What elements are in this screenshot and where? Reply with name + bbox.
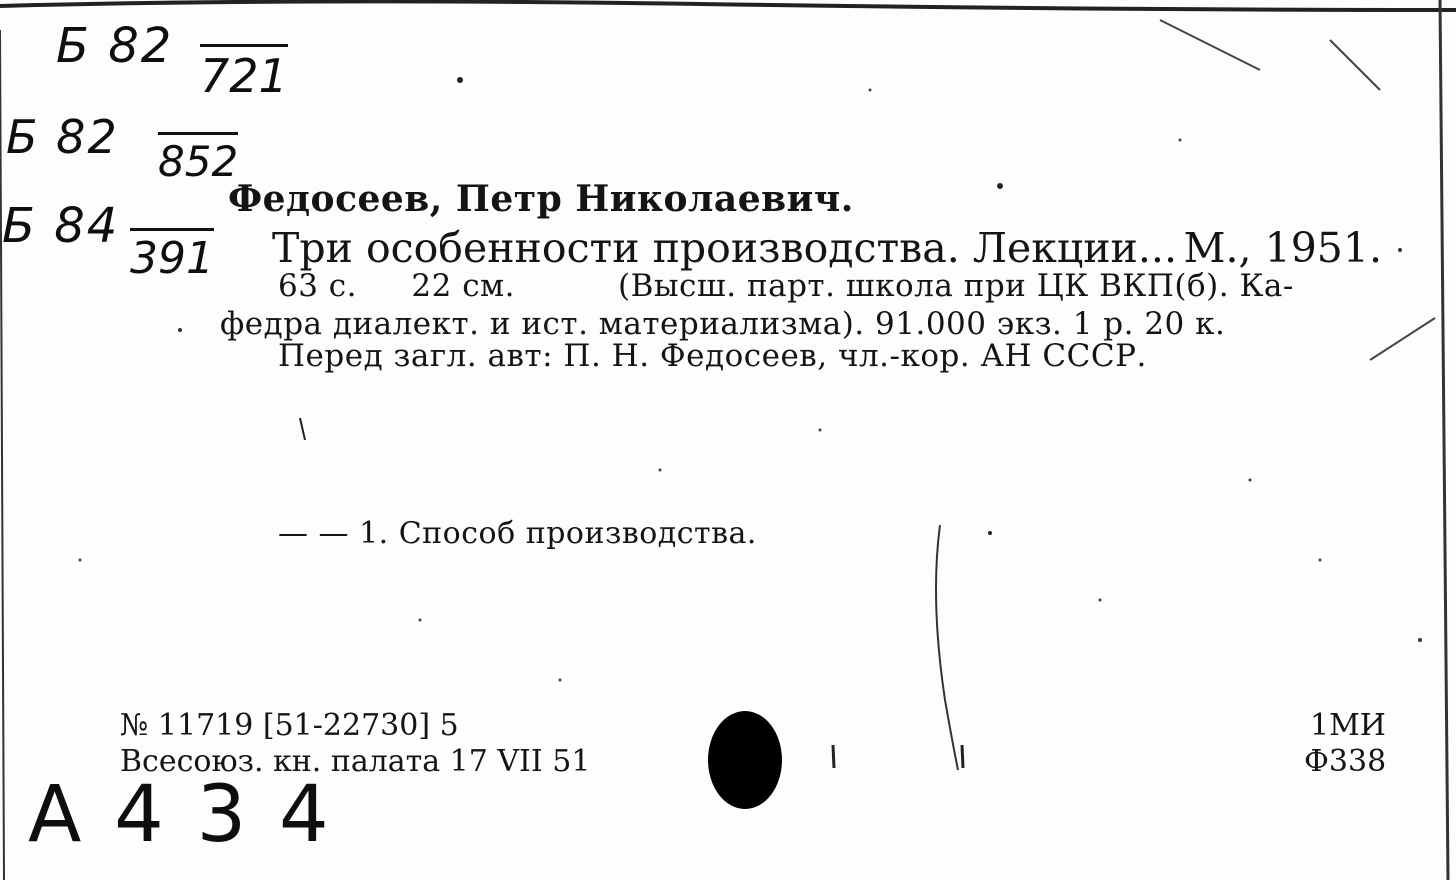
series-note-part1: (Высш. парт. школа при ЦК ВКП(б). Ка- [618, 268, 1294, 304]
book-chamber-line: Всесоюз. кн. палата 17 VII 51 [120, 744, 591, 779]
shelfmark-3-number: 391 [130, 228, 214, 284]
shelfmark-1-prefix: Б 82 [56, 18, 174, 74]
catalog-number: № 11719 [51-22730] 5 [120, 708, 459, 743]
classification-code-bottom: Ф338 [1304, 744, 1387, 779]
subject-heading: — — 1. Способ производства. [278, 516, 757, 551]
shelfmark-1-number: 721 [200, 44, 288, 103]
accession-mark: А 4 3 4 [28, 770, 333, 860]
physical-description-line [278, 268, 1386, 304]
punch-hole [708, 711, 782, 809]
shelfmark-3-prefix: Б 84 [2, 198, 120, 254]
classification-code-top: 1МИ [1310, 708, 1386, 743]
title-line [272, 224, 1382, 272]
shelfmark-2-prefix: Б 82 [6, 110, 119, 164]
page-count: 63 с. [278, 268, 358, 304]
shelfmark-2-number: 852 [158, 132, 238, 186]
series-note-part2: федра диалект. и ист. материализма). 91.000 экз. 1 р. 20 к. [220, 306, 1226, 342]
author-note: Перед загл. авт: П. Н. Федосеев, чл.-кор. АН СССР. [278, 338, 1147, 374]
author-heading: Федосеев, Петр Николаевич. [228, 178, 854, 220]
publication-info: М., 1951. [1183, 224, 1382, 272]
book-title: Три особенности производства. Лекции... [272, 224, 1177, 272]
book-size: 22 см. [411, 268, 516, 304]
